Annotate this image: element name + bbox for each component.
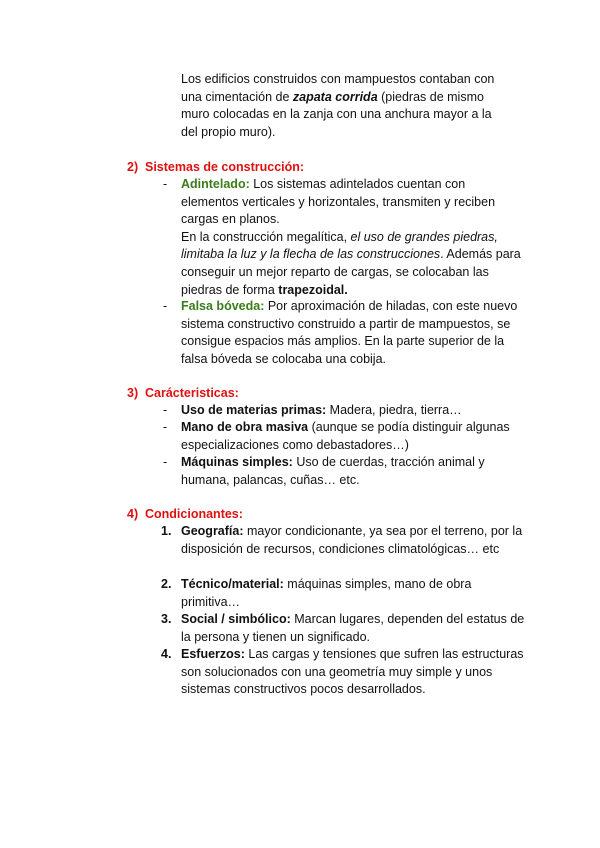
list-number: 4. [161,647,172,661]
item-italic-text: el uso de grandes piedras, limitaba la luz y la flecha de las construcciones [181,229,498,262]
list-item-geografia [161,523,526,558]
item-text: Por aproximación de hiladas, con este nuevo sistema constructivo construido a partir de mampuestos, se consigue espacios más amplios. En la parte superior de la falsa bóveda se colocaba una cobija. [181,299,518,366]
bullet-dash: - [163,420,168,434]
list-item-esfuerzos [161,646,526,699]
item-label: Mano de obra masiva [181,420,309,434]
item-label: Esfuerzos: [181,647,245,661]
section-3-number: 3) [127,386,139,400]
list-item-adintelado [163,176,521,299]
list-number: 3. [161,612,172,626]
item-label: Geografía: [181,524,244,538]
item-text: (aunque se podía distinguir algunas especializaciones como debastadores…) [181,420,510,452]
item-text: máquinas simples, mano de obra primitiva… [181,577,472,609]
section-2-number: 2) [127,160,139,174]
list-number: 2. [161,577,172,591]
section-4-number: 4) [127,507,139,521]
item-label: Social / simbólico: [181,612,291,626]
bullet-dash: - [163,455,168,469]
item-label: Máquinas simples: [181,455,293,469]
list-item-maquinas-simples [163,454,526,489]
item-label: Uso de materias primas: [181,403,327,417]
bullet-dash: - [163,299,168,313]
list-item-falsa-boveda [163,298,521,368]
section-3-heading [127,385,239,403]
item-text: Uso de cuerdas, tracción animal y humana, palancas, cuñas… etc. [181,455,485,487]
list-number: 1. [161,524,172,538]
item-label: Falsa bóveda: [181,299,265,313]
bullet-dash: - [163,177,168,191]
bullet-dash: - [163,403,168,417]
intro-text-end: (piedras de mismo muro colocadas en la zanja con una anchura mayor a la del propio muro). [181,89,492,139]
item-text: Marcan lugares, dependen del estatus de la persona y tienen un significado. [181,612,525,644]
item-bold-text: trapezoidal. [278,282,348,297]
section-2-title: Sistemas de construcción: [145,160,305,174]
item-text: . Además para conseguir un mejor reparto de cargas, se colocaban las piedras de forma [181,247,521,297]
intro-emphasis: zapata corrida [292,89,378,104]
item-text: En la construcción megalítica, [181,229,351,244]
list-item-materias-primas [163,402,526,420]
intro-text: Los edificios construidos con mampuestos contaban con una cimentación de [181,72,495,104]
item-label: Adintelado: [181,177,250,191]
item-text: Madera, piedra, tierra… [326,403,462,417]
section-4-title: Condicionantes: [145,507,243,521]
intro-paragraph [181,71,511,141]
section-4-heading [127,506,243,524]
item-text: Los sistemas adintelados cuentan con elementos verticales y horizontales, transmiten y reciben cargas en planos. [181,177,496,227]
item-text: Las cargas y tensiones que sufren las estructuras son solucionados con una geometría muy simple y unos sistemas constructivos pocos desarrollados. [181,647,524,697]
item-label: Técnico/material: [181,577,284,591]
list-item-mano-de-obra [163,419,526,454]
item-text: mayor condicionante, ya sea por el terreno, por la disposición de recursos, condiciones climatológicas… etc [181,524,523,556]
section-3-title: Carácteristicas: [145,386,239,400]
list-item-social-simbolico [161,611,526,646]
list-item-tecnico-material [161,576,526,611]
section-2-heading [127,159,304,177]
